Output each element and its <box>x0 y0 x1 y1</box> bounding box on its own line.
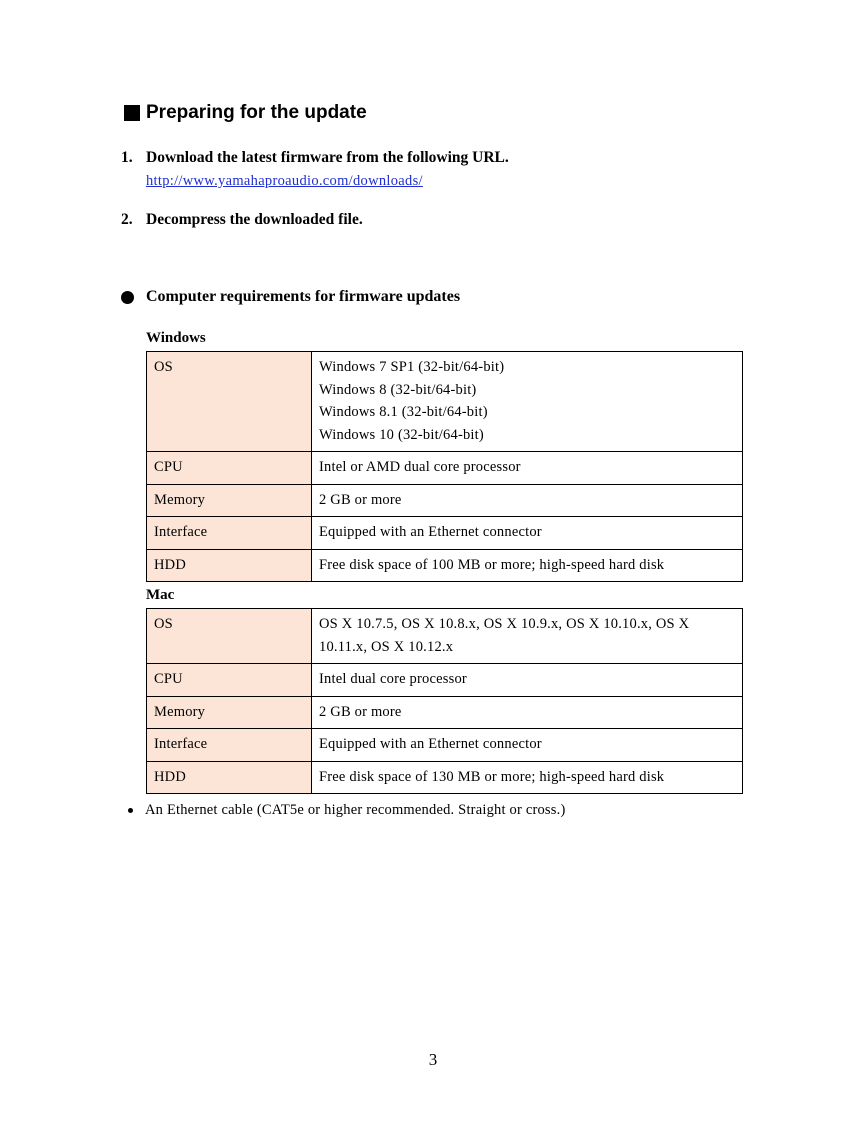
row-label: HDD <box>147 549 312 582</box>
os-version: Windows 10 (32-bit/64-bit) <box>319 426 484 443</box>
step-number: 2. <box>121 211 133 228</box>
section-heading-text: Preparing for the update <box>146 102 367 123</box>
row-label: Interface <box>147 517 312 550</box>
table-row <box>147 696 743 729</box>
windows-requirements-table <box>146 351 743 582</box>
table-row <box>147 549 743 582</box>
page-number: 3 <box>428 1050 438 1069</box>
row-value: Free disk space of 100 MB or more; high-speed hard disk <box>312 549 743 582</box>
step-number: 1. <box>121 149 133 166</box>
os-versions <box>312 352 743 452</box>
note-text: An Ethernet cable (CAT5e or higher recommended. Straight or cross.) <box>145 802 566 818</box>
row-label: OS <box>147 352 312 452</box>
ethernet-cable-note <box>128 802 565 819</box>
table-row <box>147 517 743 550</box>
step-1 <box>121 149 509 167</box>
mac-table-title: Mac <box>146 587 175 603</box>
row-value: 2 GB or more <box>312 484 743 517</box>
row-label: HDD <box>147 761 312 794</box>
download-link[interactable]: http://www.yamahaproaudio.com/downloads/ <box>146 173 423 189</box>
os-version: Windows 7 SP1 (32-bit/64-bit) <box>319 359 505 375</box>
os-version: Windows 8 (32-bit/64-bit) <box>319 381 477 398</box>
table-row <box>147 452 743 485</box>
black-square-icon <box>124 105 140 121</box>
table-row <box>147 352 743 452</box>
row-value: Free disk space of 130 MB or more; high-speed hard disk <box>312 761 743 794</box>
table-row <box>147 729 743 762</box>
row-value: Intel or AMD dual core processor <box>312 452 743 485</box>
requirements-heading <box>121 288 460 306</box>
step-2 <box>121 211 363 229</box>
row-label: Memory <box>147 484 312 517</box>
black-circle-bullet-icon <box>121 291 134 304</box>
row-value: OS X 10.7.5, OS X 10.8.x, OS X 10.9.x, OS X 10.10.x, OS X 10.11.x, OS X 10.12.x <box>312 609 743 664</box>
table-row <box>147 664 743 697</box>
mac-requirements-table <box>146 608 743 794</box>
requirements-heading-text: Computer requirements for firmware updates <box>146 288 461 305</box>
table-row <box>147 484 743 517</box>
table-row <box>147 761 743 794</box>
row-label: CPU <box>147 664 312 697</box>
row-value: 2 GB or more <box>312 696 743 729</box>
row-label: Memory <box>147 696 312 729</box>
bullet-dot-icon <box>128 808 133 813</box>
os-version: Windows 8.1 (32-bit/64-bit) <box>319 404 488 420</box>
row-label: Interface <box>147 729 312 762</box>
row-value: Equipped with an Ethernet connector <box>312 517 743 550</box>
table-row <box>147 609 743 664</box>
step-text: Download the latest firmware from the following URL. <box>146 149 509 166</box>
step-text: Decompress the downloaded file. <box>146 211 363 228</box>
row-label: CPU <box>147 452 312 485</box>
windows-table-title: Windows <box>146 330 206 346</box>
section-heading <box>124 102 367 124</box>
row-value: Equipped with an Ethernet connector <box>312 729 743 762</box>
row-value: Intel dual core processor <box>312 664 743 697</box>
row-label: OS <box>147 609 312 664</box>
